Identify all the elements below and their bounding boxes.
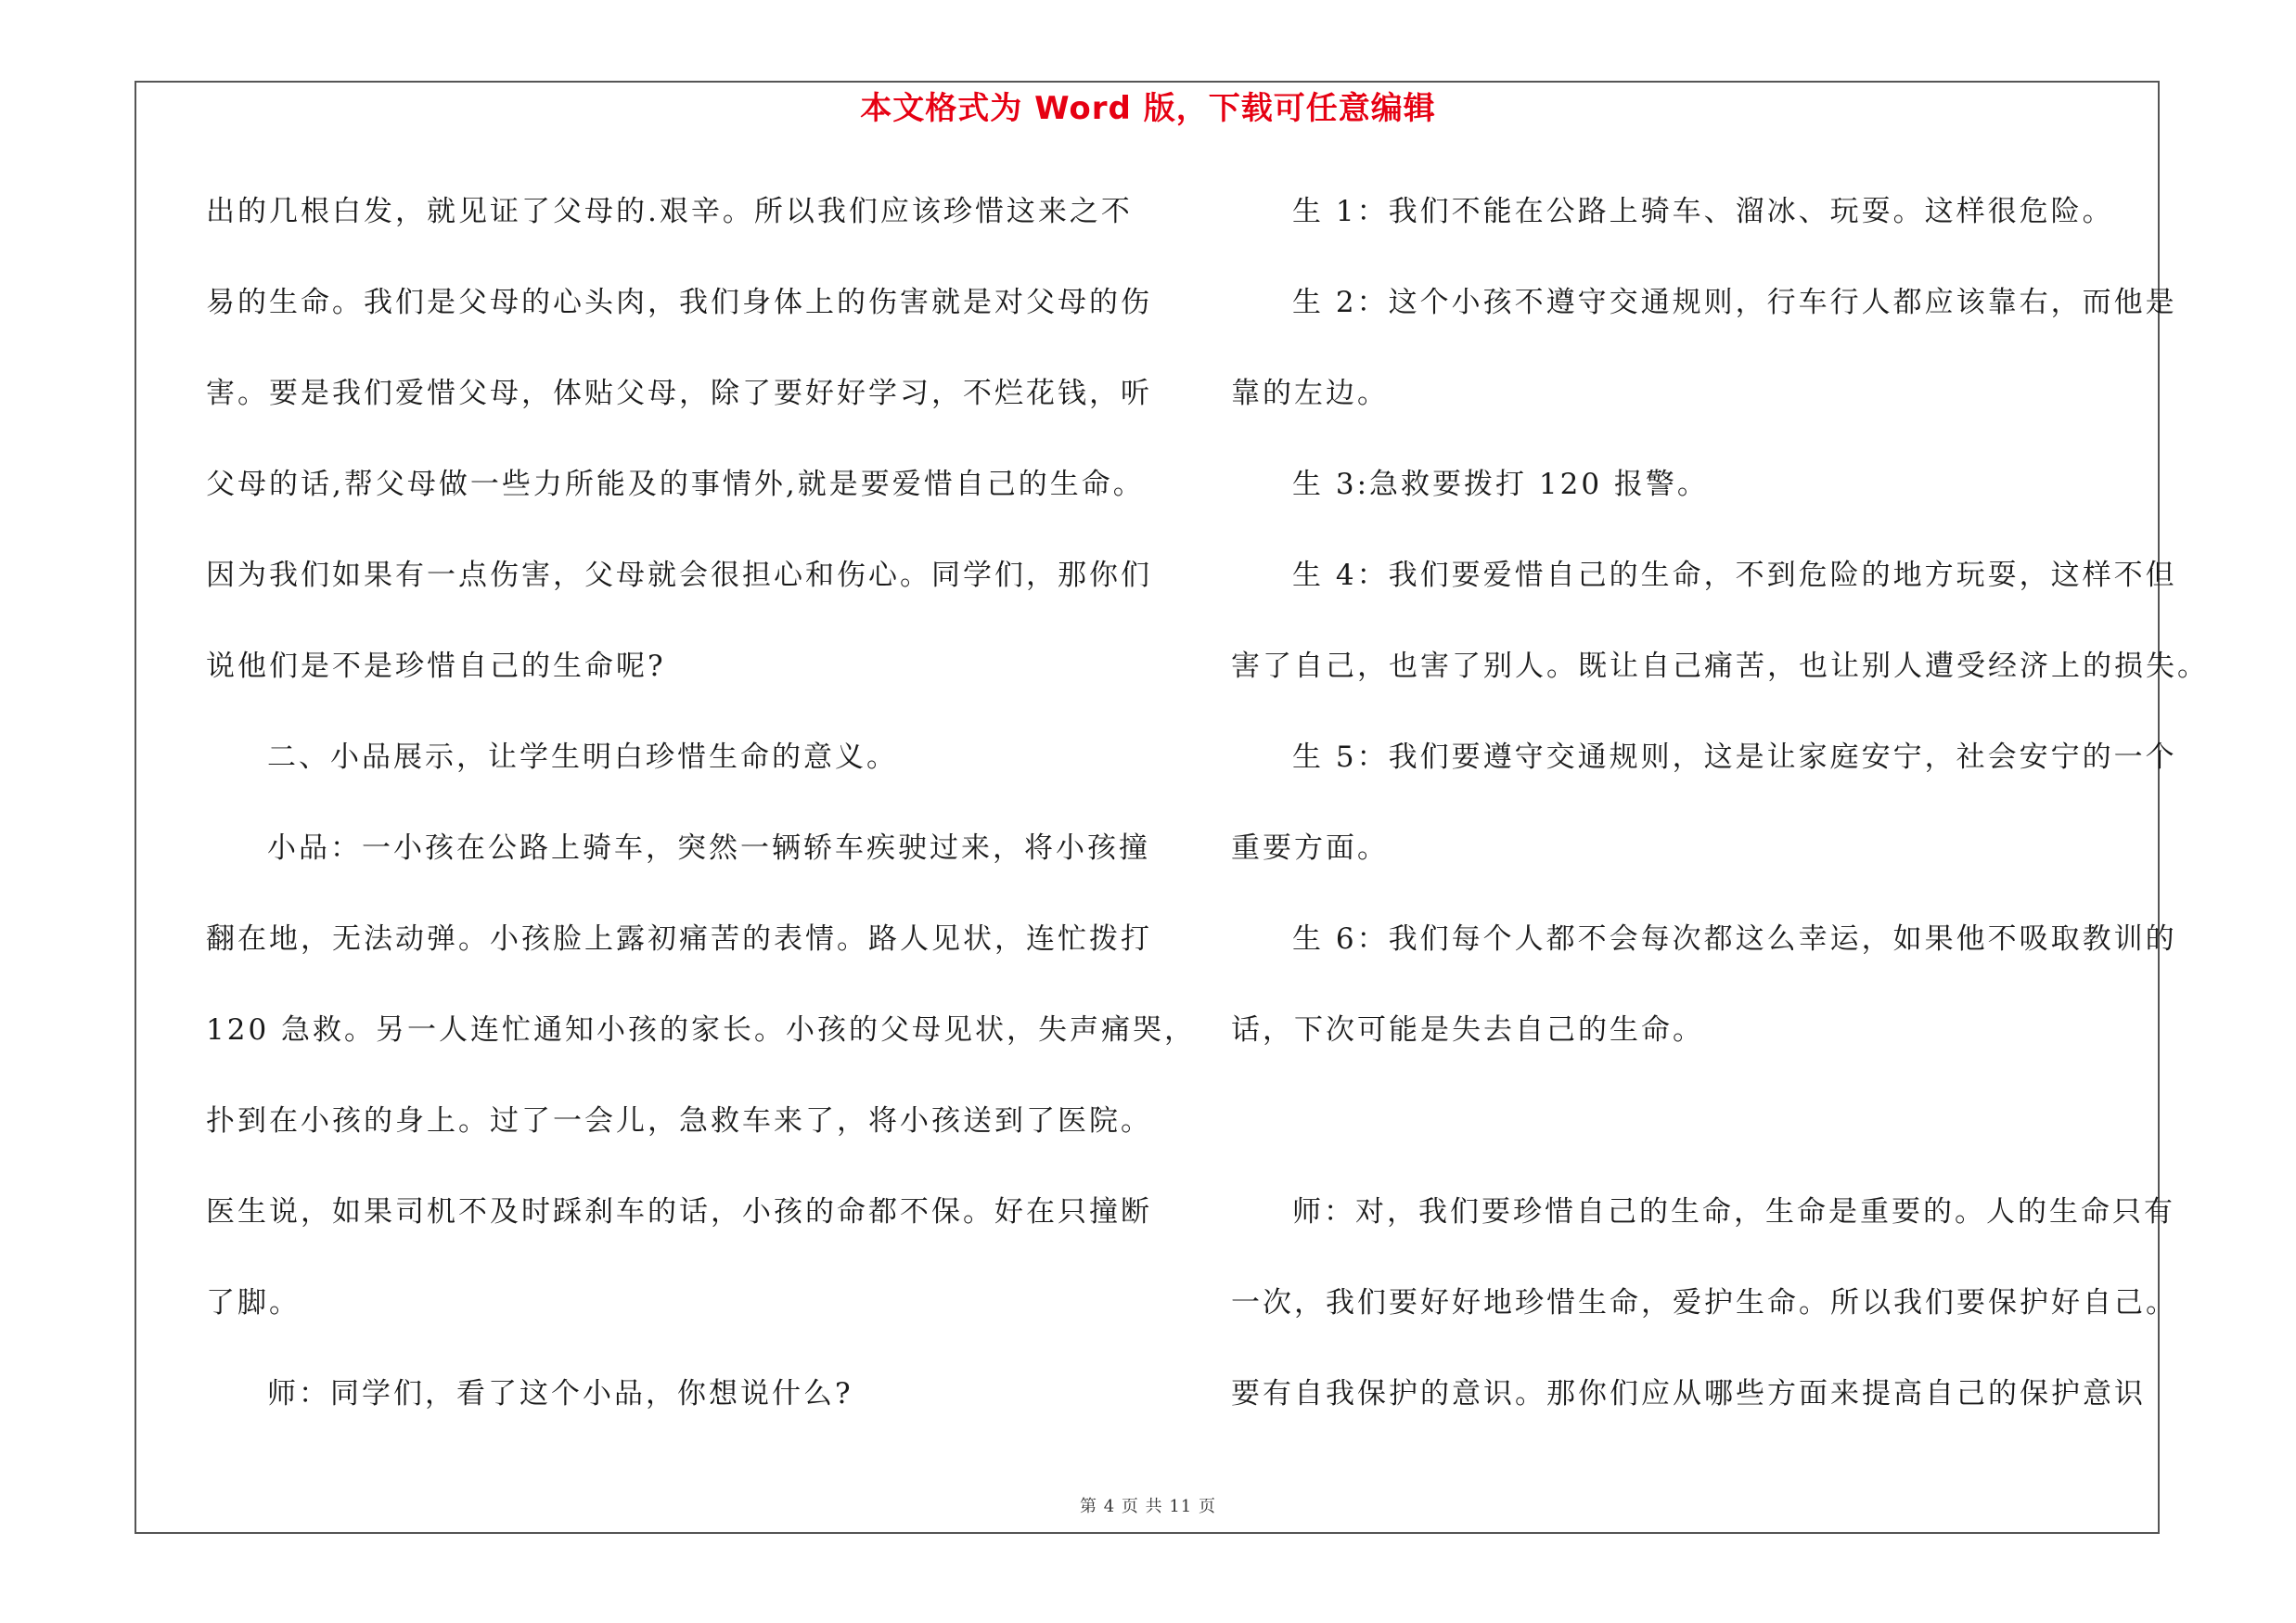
text-line: 父母的话,帮父母做一些力所能及的事情外,就是要爱惜自己的生命。 — [206, 468, 1145, 501]
text-line: 生 2：这个小孩不遵守交通规则，行车行人都应该靠右，而他是 — [1292, 286, 2177, 319]
text-line: 害。要是我们爱惜父母，体贴父母，除了要好好学习，不烂花钱，听 — [206, 377, 1152, 410]
text-line: 了脚。 — [206, 1286, 301, 1320]
text-line: 一次，我们要好好地珍惜生命，爱护生命。所以我们要保护好自己。 — [1231, 1286, 2177, 1320]
text-line: 扑到在小孩的身上。过了一会儿，急救车来了，将小孩送到了医院。 — [206, 1104, 1152, 1138]
text-line: 话，下次可能是失去自己的生命。 — [1231, 1013, 1704, 1047]
text-line: 靠的左边。 — [1231, 377, 1389, 410]
text-line: 二、小品展示，让学生明白珍惜生命的意义。 — [267, 741, 898, 774]
text-line: 师：同学们，看了这个小品，你想说什么? — [267, 1377, 853, 1410]
text-line: 生 5：我们要遵守交通规则，这是让家庭安宁，社会安宁的一个 — [1292, 741, 2177, 774]
text-line: 说他们是不是珍惜自己的生命呢? — [206, 650, 666, 683]
text-line: 生 4：我们要爱惜自己的生命，不到危险的地方玩耍，这样不但 — [1292, 559, 2177, 592]
text-line: 生 1：我们不能在公路上骑车、溜冰、玩耍。这样很危险。 — [1292, 195, 2114, 228]
text-line: 生 3:急救要拨打 120 报警。 — [1292, 468, 1709, 501]
right-column — [1231, 184, 2209, 1457]
text-line: 易的生命。我们是父母的心头肉，我们身体上的伤害就是对父母的伤 — [206, 286, 1152, 319]
text-line: 出的几根白发，就见证了父母的.艰辛。所以我们应该珍惜这来之不 — [206, 195, 1133, 228]
text-line — [1231, 1093, 2168, 1184]
text-line: 害了自己，也害了别人。既让自己痛苦，也让别人遭受经济上的损失。 — [1231, 650, 2209, 683]
text-line: 翻在地，无法动弹。小孩脸上露初痛苦的表情。路人见状，连忙拨打 — [206, 922, 1152, 956]
left-column — [206, 184, 1197, 1457]
text-line: 要有自我保护的意识。那你们应从哪些方面来提高自己的保护意识 — [1231, 1377, 2146, 1410]
text-line: 师：对，我们要珍惜自己的生命，生命是重要的。人的生命只有 — [1292, 1195, 2175, 1229]
format-banner: 本文格式为 Word 版，下载可任意编辑 — [860, 90, 1436, 127]
text-line: 120 急救。另一人连忙通知小孩的家长。小孩的父母见状，失声痛哭， — [206, 1013, 1197, 1047]
text-line: 因为我们如果有一点伤害，父母就会很担心和伤心。同学们，那你们 — [206, 559, 1152, 592]
text-line: 生 6：我们每个人都不会每次都这么幸运，如果他不吸取教训的 — [1292, 922, 2177, 956]
text-line: 医生说，如果司机不及时踩刹车的话，小孩的命都不保。好在只撞断 — [206, 1195, 1152, 1229]
page-footer: 第 4 页 共 11 页 — [1080, 1497, 1216, 1516]
text-line: 小品：一小孩在公路上骑车，突然一辆轿车疾驶过来，将小孩撞 — [267, 831, 1150, 865]
text-line: 重要方面。 — [1231, 831, 1389, 865]
